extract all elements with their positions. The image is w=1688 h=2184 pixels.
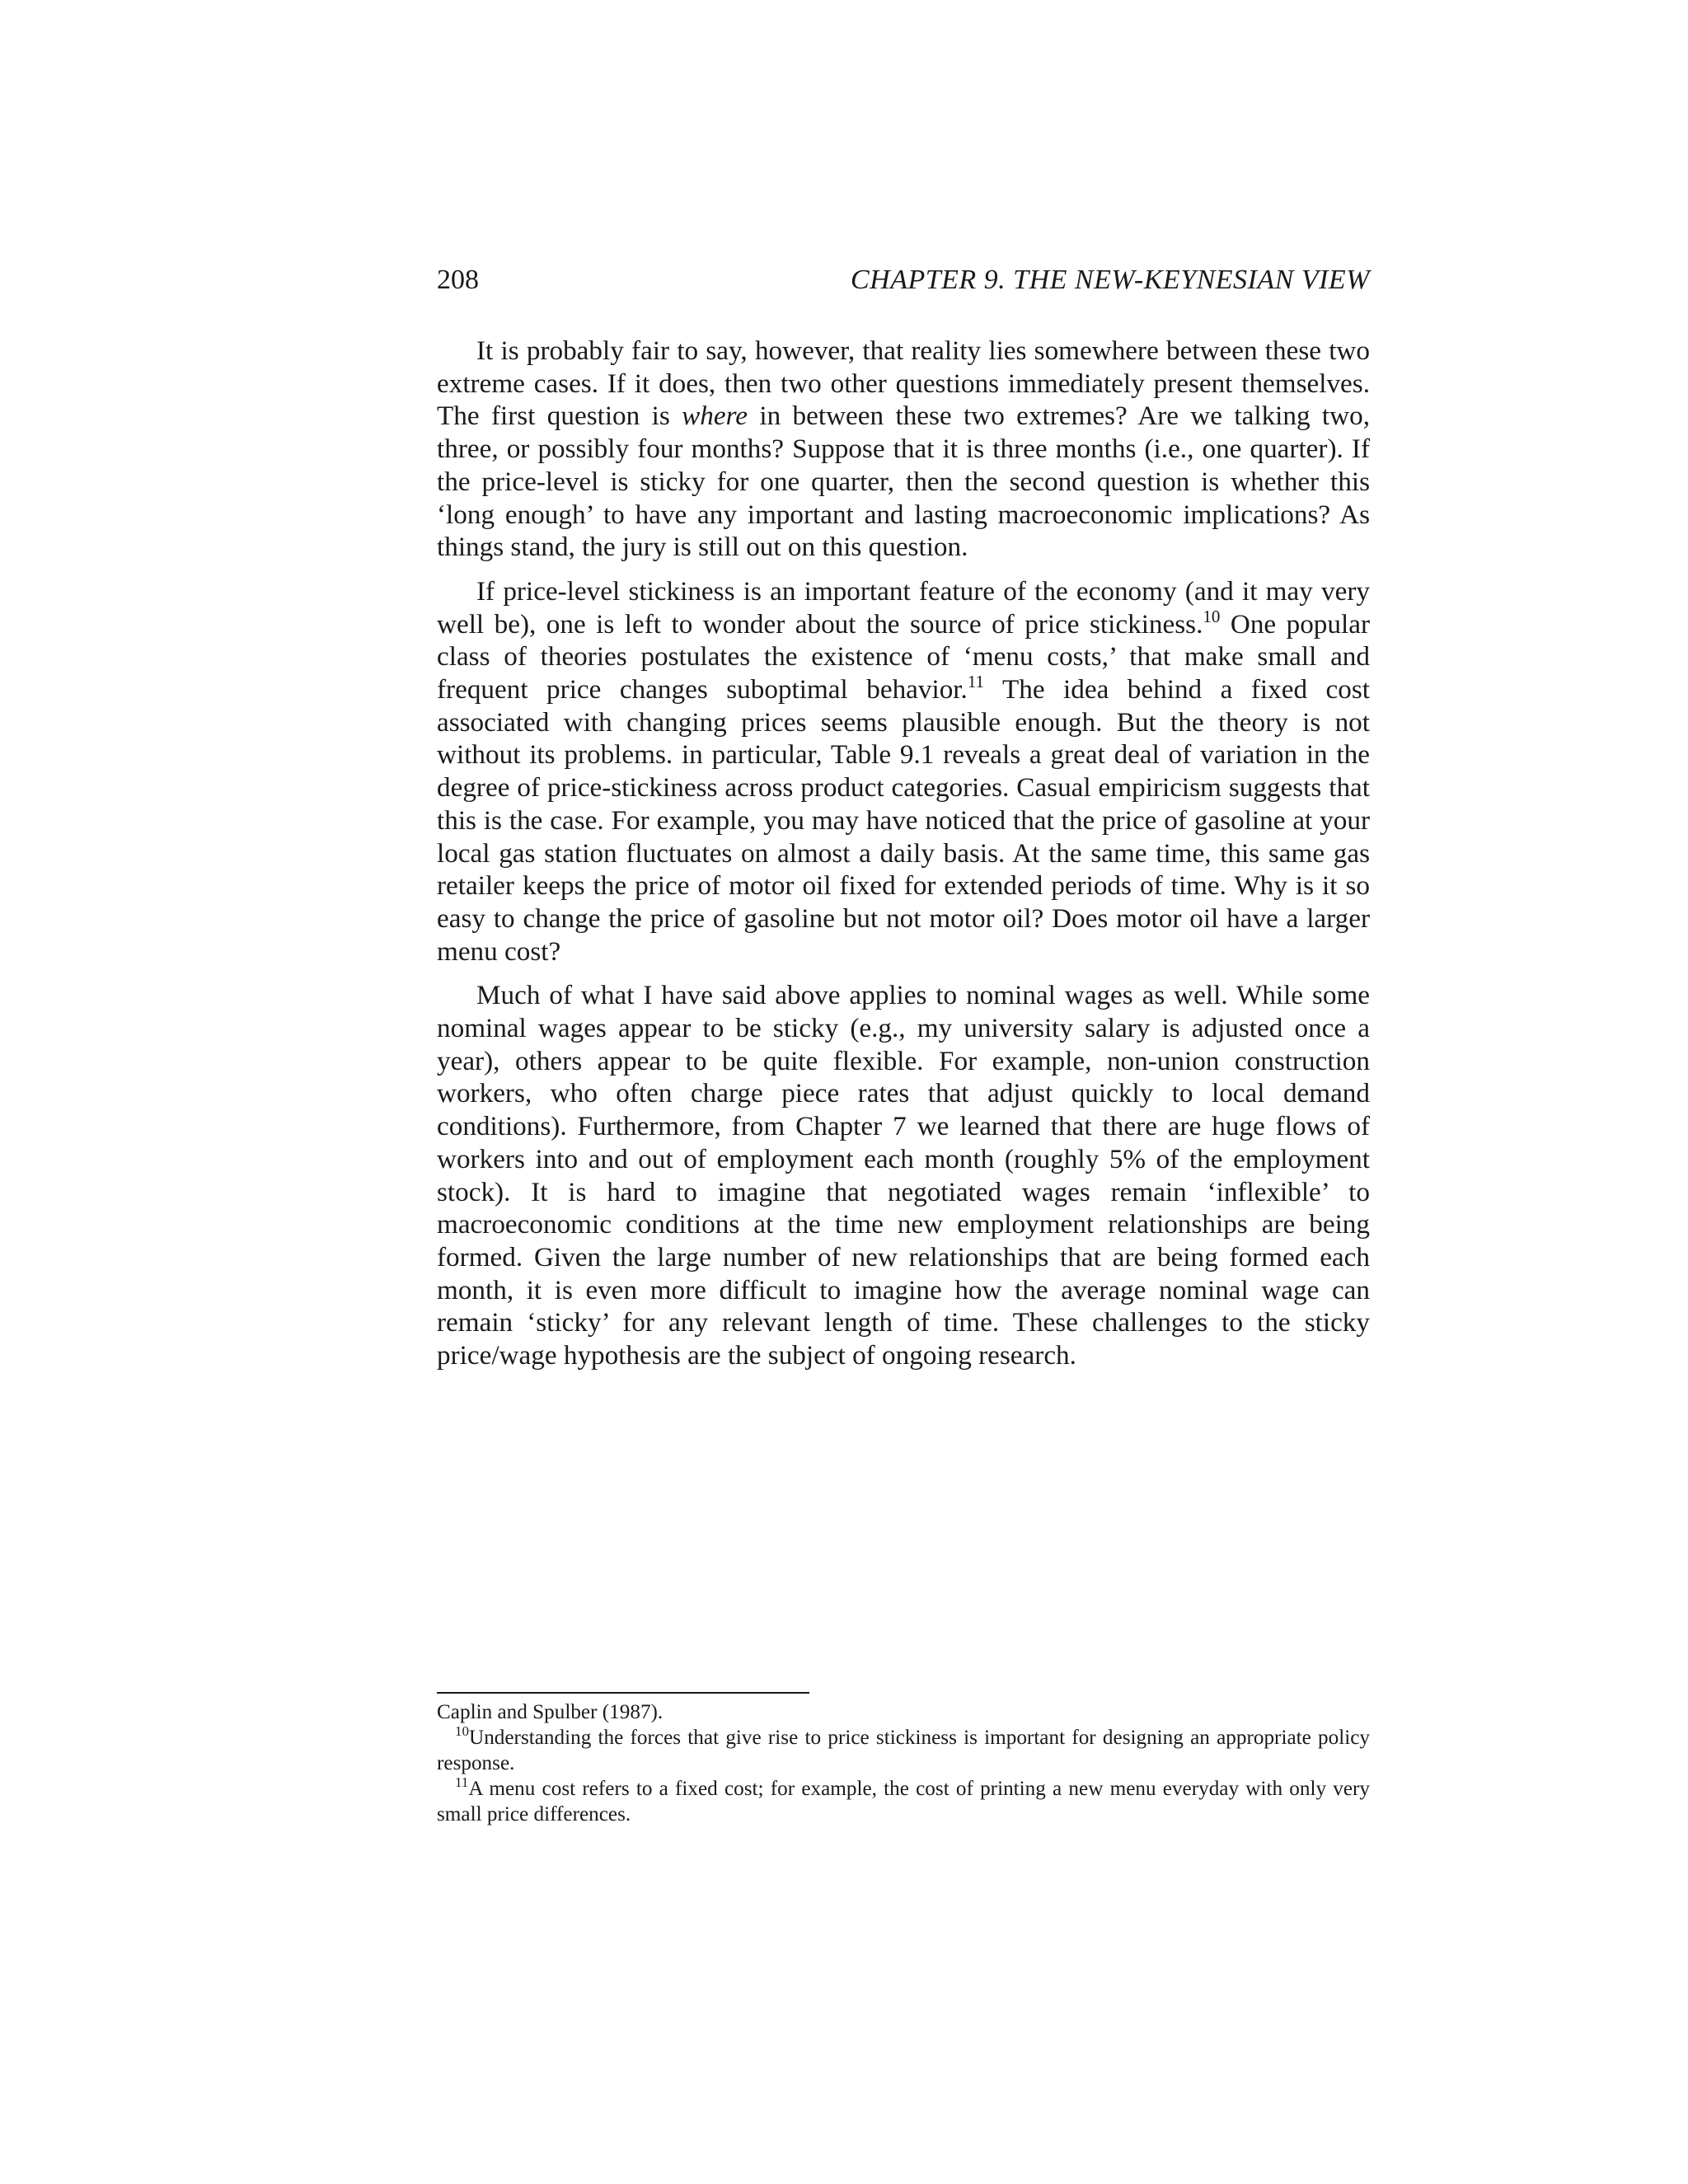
body-text (437, 335, 1370, 1384)
footnotes (437, 1699, 1370, 1827)
footnote-text: A menu cost refers to a fixed cost; for example, the cost of printing a new menu everyday with only very small price differences. (437, 1778, 1370, 1825)
footnote-divider (437, 1692, 809, 1694)
paragraph-3 (437, 979, 1370, 1371)
paragraph-text: Much of what I have said above applies to nominal wages as well. While some nominal wages appear to be sticky (e.g., my university salary is adjusted once a year), others appear to be quite flexible. For example, non-union construction workers, who often charge piece rates that adjust quickly to local demand conditions). Furthermore, from Chapter 7 we learned that there are huge flows of workers into and out of employment each month (roughly 5% of the employment stock). It is hard to imagine that negotiated wages remain ‘inflexible’ to macroeconomic conditions at the time new employment relationships are being formed. Given the large number of new relationships that are being formed each month, it is even more difficult to imagine how the average nominal wage can remain ‘sticky’ for any relevant length of time. These challenges to the sticky price/wage hypothesis are the subject of ongoing research. (437, 980, 1370, 1371)
paragraph-2 (437, 575, 1370, 968)
footnote-mark: 11 (455, 1774, 469, 1790)
footnote-text: Understanding the forces that give rise to price stickiness is important for designing an appropriate policy response. (437, 1727, 1370, 1774)
running-header (437, 262, 1370, 298)
chapter-title: CHAPTER 9. THE NEW-KEYNESIAN VIEW (850, 265, 1370, 295)
paragraph-text: in between these two extremes? Are we talking two, three, or possibly four months? Suppose that it is three months (i.e., one quarter). If the price-level is sticky for one quarter, then the second question is whether this ‘long enough’ to have any important and lasting macroeconomic implications? As things stand, the jury is still out on this question. (437, 401, 1371, 563)
page-number: 208 (437, 265, 479, 295)
footnote-10 (437, 1725, 1370, 1776)
paragraph-1 (437, 335, 1370, 564)
paragraph-text: The idea behind a fixed cost associated with changing prices seems plausible enough. But the theory is not without its problems. in particular, Table 9.1 reveals a great deal of variation in the degree of price-stickiness across product categories. Casual empiricism suggests that this is the case. For example, you may have noticed that the price of gasoline at your local gas station fluctuates on almost a daily basis. At the same time, this same gas retailer keeps the price of motor oil fixed for extended periods of time. Why is it so easy to change the price of gasoline but not motor oil? Does motor oil have a larger menu cost? (437, 674, 1370, 967)
footnote-reference-10[interactable]: 10 (1203, 606, 1221, 626)
paragraph-text: It is probably fair to say, however, that reality lies somewhere between these two extreme cases. If it does, then two other questions immediately present themselves. The first question is (437, 335, 1370, 432)
footnote-continuation: Caplin and Spulber (1987). (437, 1701, 663, 1723)
paragraph-text: If price-level stickiness is an important feature of the economy (and it may very well be), one is left to wonder about the source of price stickiness. (437, 575, 1370, 640)
document-page (437, 0, 1370, 2184)
footnote-reference-11[interactable]: 11 (967, 672, 985, 692)
footnote-mark: 10 (455, 1723, 469, 1739)
footnote-11 (437, 1776, 1370, 1827)
emphasized-word: where (682, 401, 748, 432)
paragraph-text: One popular class of theories postulates the existence of ‘menu costs,’ that make small and frequent price changes suboptimal behavior. (437, 608, 1370, 705)
